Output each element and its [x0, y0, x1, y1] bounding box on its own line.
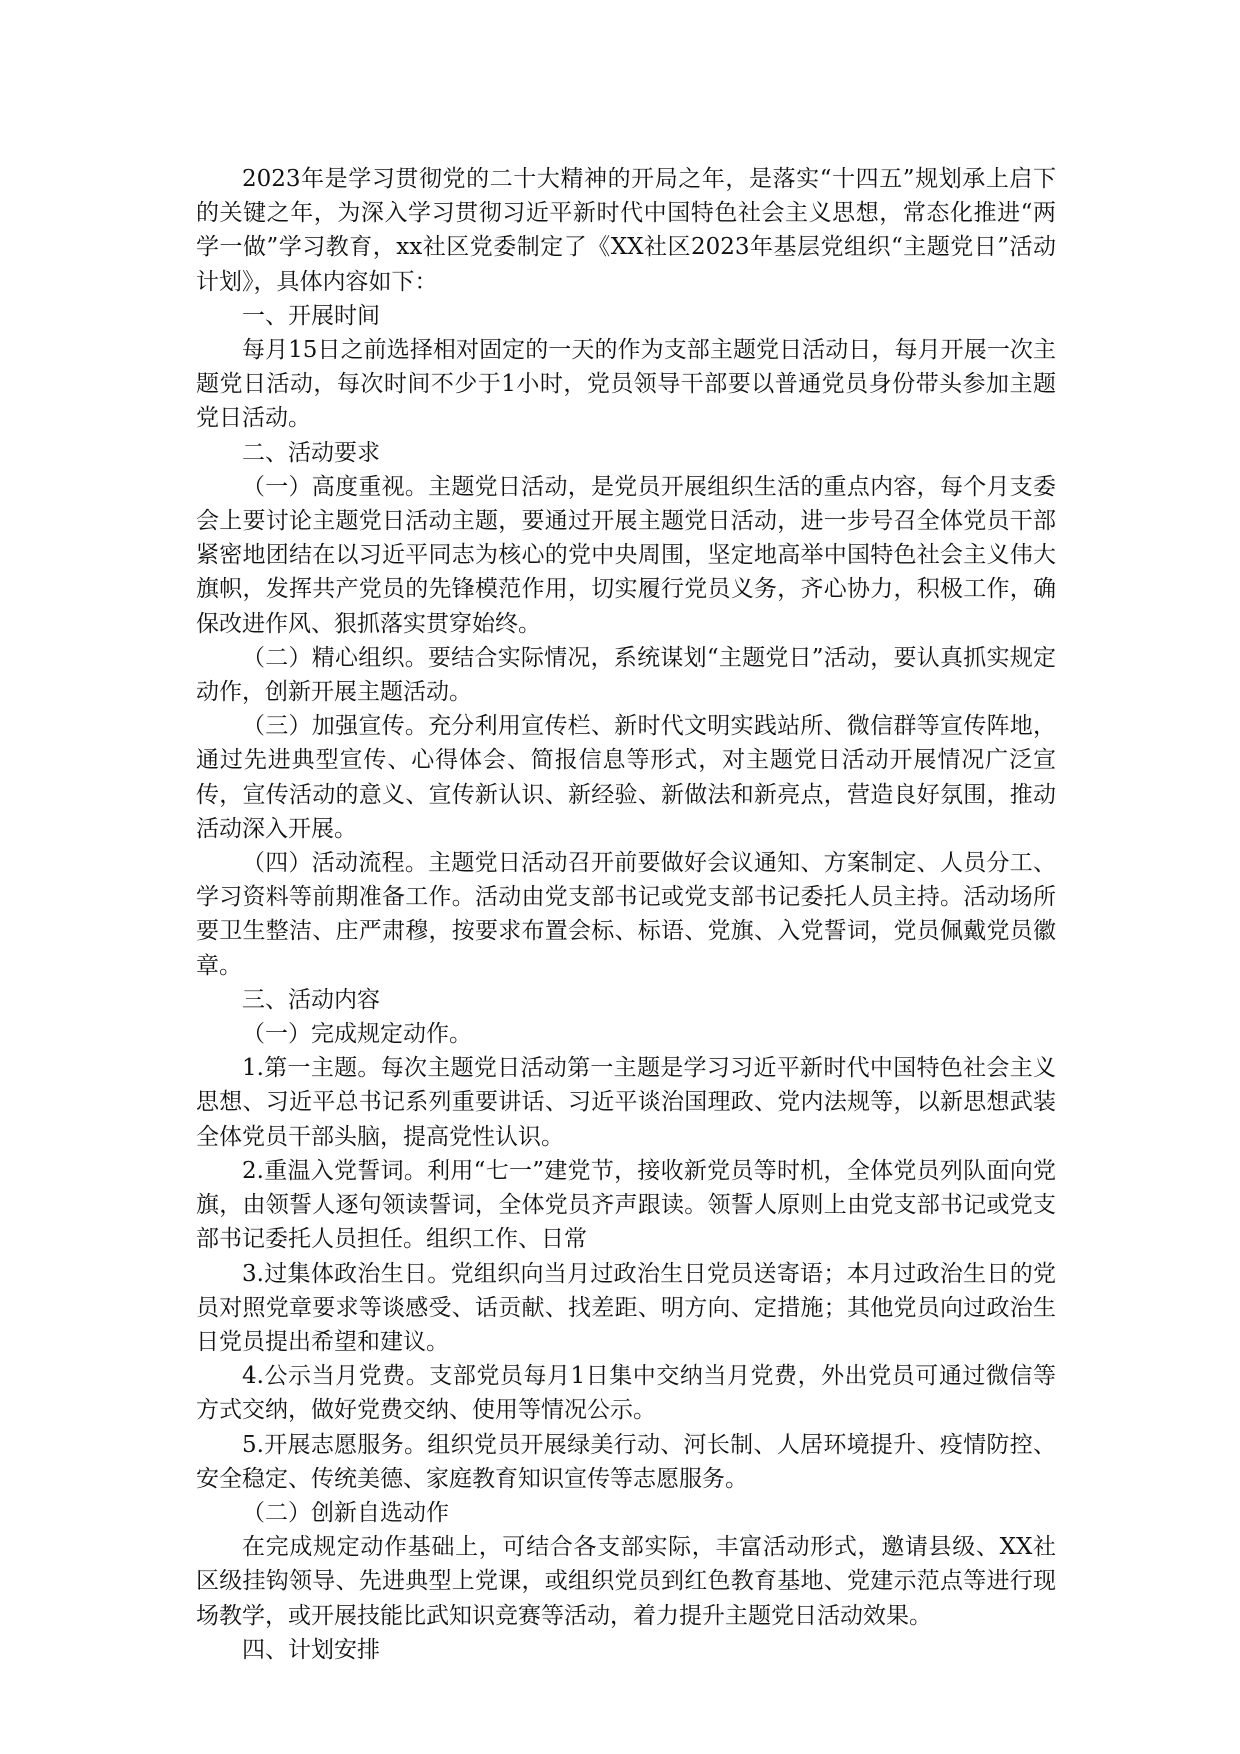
paragraph-requirement-3: （三）加强宣传。充分利用宣传栏、新时代文明实践站所、微信群等宣传阵地，通过先进典型宣传、心得体会、简报信息等形式，对主题党日活动开展情况广泛宣传，宣传活动的意义、宣传新认识、新经验、新做法和新亮点，营造良好氛围，推动活动深入开展。 [196, 713, 1056, 842]
section-heading-requirements: 二、活动要求 [242, 439, 380, 466]
subheading-optional-actions: （二）创新自选动作 [242, 1499, 449, 1526]
paragraph-optional-actions: 在完成规定动作基础上，可结合各支部实际，丰富活动形式，邀请县级、XX社区级挂钩领导、先进典型上党课，或组织党员到红色教育基地、党建示范点等进行现场教学，或开展技能比武知识竞赛等活动，着力提升主题党日活动效果。 [196, 1534, 1056, 1629]
paragraph-item-2: 2.重温入党誓词。利用“七一”建党节，接收新党员等时机，全体党员列队面向党旗，由领誓人逐句领读誓词，全体党员齐声跟读。领誓人原则上由党支部书记或党支部书记委托人员担任。组织工作、日常 [196, 1157, 1056, 1253]
section-heading-content: 三、活动内容 [242, 986, 380, 1013]
section-heading-time: 一、开展时间 [242, 302, 380, 329]
paragraph-item-5: 5.开展志愿服务。组织党员开展绿美行动、河长制、人居环境提升、疫情防控、安全稳定、传统美德、家庭教育知识宣传等志愿服务。 [196, 1431, 1056, 1492]
document-body [196, 162, 1056, 1667]
intro-paragraph: 2023年是学习贯彻党的二十大精神的开局之年，是落实“十四五”规划承上启下的关键之年，为深入学习贯彻习近平新时代中国特色社会主义思想，常态化推进“两学一做”学习教育，xx社区党委制定了《XX社区2023年基层党组织“主题党日”活动计划》，具体内容如下： [196, 166, 1056, 295]
paragraph-item-1: 1.第一主题。每次主题党日活动第一主题是学习习近平新时代中国特色社会主义思想、习近平总书记系列重要讲话、习近平谈治国理政、党内法规等，以新思想武装全体党员干部头脑，提高党性认识。 [196, 1055, 1056, 1150]
paragraph-requirement-1: （一）高度重视。主题党日活动，是党员开展组织生活的重点内容，每个月支委会上要讨论主题党日活动主题，要通过开展主题党日活动，进一步号召全体党员干部紧密地团结在以习近平同志为核心的党中央周围，坚定地高举中国特色社会主义伟大旗帜，发挥共产党员的先锋模范作用，切实履行党员义务，齐心协力，积极工作，确保改进作风、狠抓落实贯穿始终。 [196, 473, 1056, 637]
paragraph-requirement-4: （四）活动流程。主题党日活动召开前要做好会议通知、方案制定、人员分工、学习资料等前期准备工作。活动由党支部书记或党支部书记委托人员主持。活动场所要卫生整洁、庄严肃穆，按要求布置会标、标语、党旗、入党誓词，党员佩戴党员徽章。 [196, 850, 1056, 979]
paragraph-item-3: 3.过集体政治生日。党组织向当月过政治生日党员送寄语；本月过政治生日的党员对照党章要求等谈感受、话贡献、找差距、明方向、定措施；其他党员向过政治生日党员提出希望和建议。 [196, 1260, 1056, 1355]
paragraph-item-4: 4.公示当月党费。支部党员每月1日集中交纳当月党费，外出党员可通过微信等方式交纳，做好党费交纳、使用等情况公示。 [196, 1363, 1056, 1424]
section-heading-schedule: 四、计划安排 [242, 1636, 380, 1663]
paragraph-time: 每月15日之前选择相对固定的一天的作为支部主题党日活动日，每月开展一次主题党日活动，每次时间不少于1小时，党员领导干部要以普通党员身份带头参加主题党日活动。 [196, 337, 1056, 432]
paragraph-requirement-2: （二）精心组织。要结合实际情况，系统谋划“主题党日”活动，要认真抓实规定动作，创新开展主题活动。 [196, 644, 1056, 706]
subheading-required-actions: （一）完成规定动作。 [242, 1021, 472, 1048]
